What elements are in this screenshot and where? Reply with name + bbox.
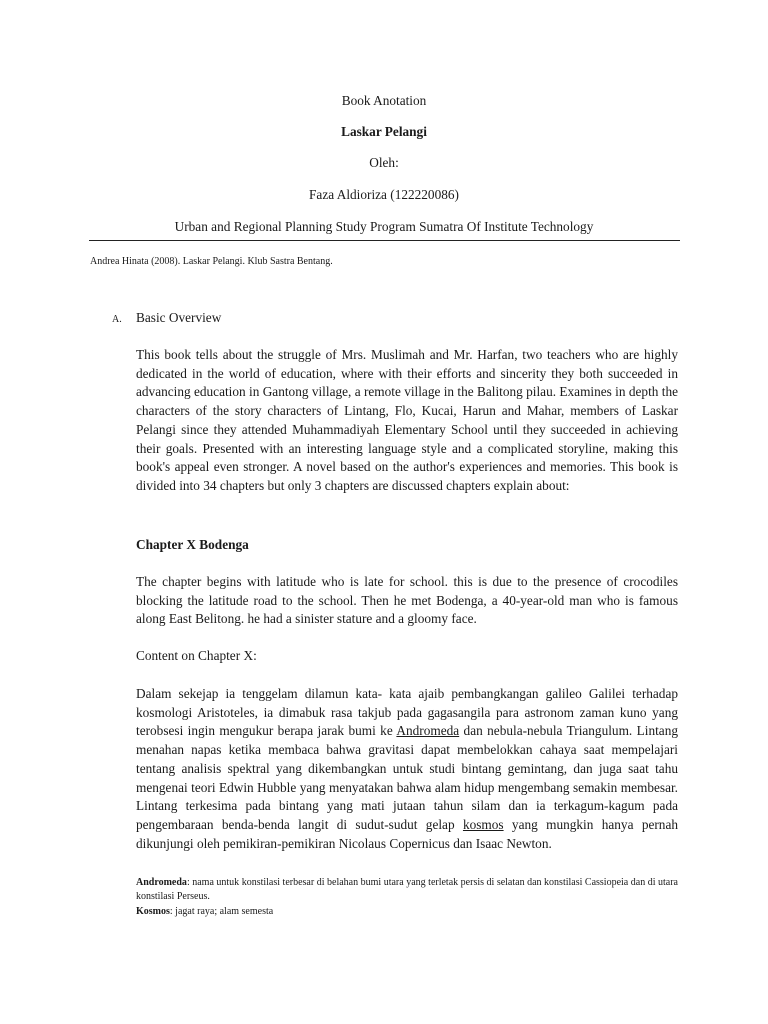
author-line: Faza Aldioriza (122220086)	[309, 187, 459, 202]
kosmos-term-link: kosmos	[462, 816, 504, 832]
footnote-kosmos-def: : jagat raya; alam semesta	[169, 906, 274, 917]
chapter-x-summary: The chapter begins with latitude who is late for school. this is due to the presence of crocodiles blocking the latitude road to the school. Then he met Bodenga, a 40-year-old man who is famous along East Belitong. he had a sinister stature and a gloomy face.	[136, 574, 678, 627]
section-a-letter: A.	[112, 314, 122, 325]
section-a-heading	[112, 310, 221, 326]
book-title: Laskar Pelangi	[341, 124, 427, 139]
content-text-3: yang mungkin hanya pernah dikunjungi oleh pemikiran-pemikiran Nicolaus Copernicus dan Isaac Newton.	[136, 816, 678, 851]
content-label: Content on Chapter X:	[136, 648, 257, 663]
affiliation-line: Urban and Regional Planning Study Program Sumatra Of Institute Technology	[174, 219, 594, 234]
content-text-2: dan nebula-nebula Triangulum. Lintang menahan napas ketika membaca bahwa gravitasi dapat membelokkan cahaya saat mempelajari tentang analisis spektral yang dikembangkan untuk studi bintang gemintang, dan juga saat tahu mengenai teori Edwin Hubble yang menyatakan bahwa alam hidup mengembang semakin membesar. Lintang terkesima pada bintang yang mati jutaan tahun silam dan ia terkagum-kagum pada pengembaraan benda-benda langit di sudut-sudut gelap	[136, 723, 678, 832]
footnote-andromeda	[136, 876, 678, 903]
chapter-x-content	[136, 685, 678, 853]
by-label: Oleh:	[369, 155, 399, 170]
footnote-kosmos	[136, 905, 678, 919]
footnote-kosmos-term: Kosmos	[136, 906, 170, 917]
footnote-andromeda-term: Andromeda	[136, 877, 187, 888]
basic-overview-paragraph: This book tells about the struggle of Mrs. Muslimah and Mr. Harfan, two teachers who are highly dedicated in the world of education, where with their efforts and sincerity they both succeeded in advancing education in Gantong village, a remote village in the Balitong pilau. Examines in depth the characters of the story characters of Lintang, Flo, Kucai, Harun and Mahar, members of Laskar Pelangi since they attended Muhammadiyah Elementary School until they succeeded in achieving their goals. Presented with an interesting language style and a complicated storyline, making this book's appeal even stronger. A novel based on the author's experiences and memories. This book is divided into 34 chapters but only 3 chapters are discussed chapters explain about:	[136, 347, 678, 493]
doc-type-title: Book Anotation	[341, 93, 427, 108]
book-citation: Andrea Hinata (2008). Laskar Pelangi. Klub Sastra Bentang.	[90, 256, 333, 267]
footnotes	[136, 876, 678, 919]
header-divider	[89, 240, 680, 241]
andromeda-term-link: Andromeda	[396, 723, 460, 739]
content-text-1: Dalam sekejap ia tenggelam dilamun kata- kata ajaib pembangkangan galileo Galilei terhadap kosmologi Aristoteles, ia dimabuk rasa takjub pada gagasangila para astronom zaman kuno yang terobsesi ingin mengukur berapa jarak bumi ke	[136, 686, 678, 739]
chapter-x-title: Chapter X Bodenga	[136, 537, 249, 552]
section-a-title: Basic Overview	[136, 310, 222, 325]
footnote-andromeda-def: : nama untuk konstilasi terbesar di belahan bumi utara yang terletak persis di selatan dan konstilasi Cassiopeia dan di utara konstilasi Perseus.	[136, 877, 678, 902]
